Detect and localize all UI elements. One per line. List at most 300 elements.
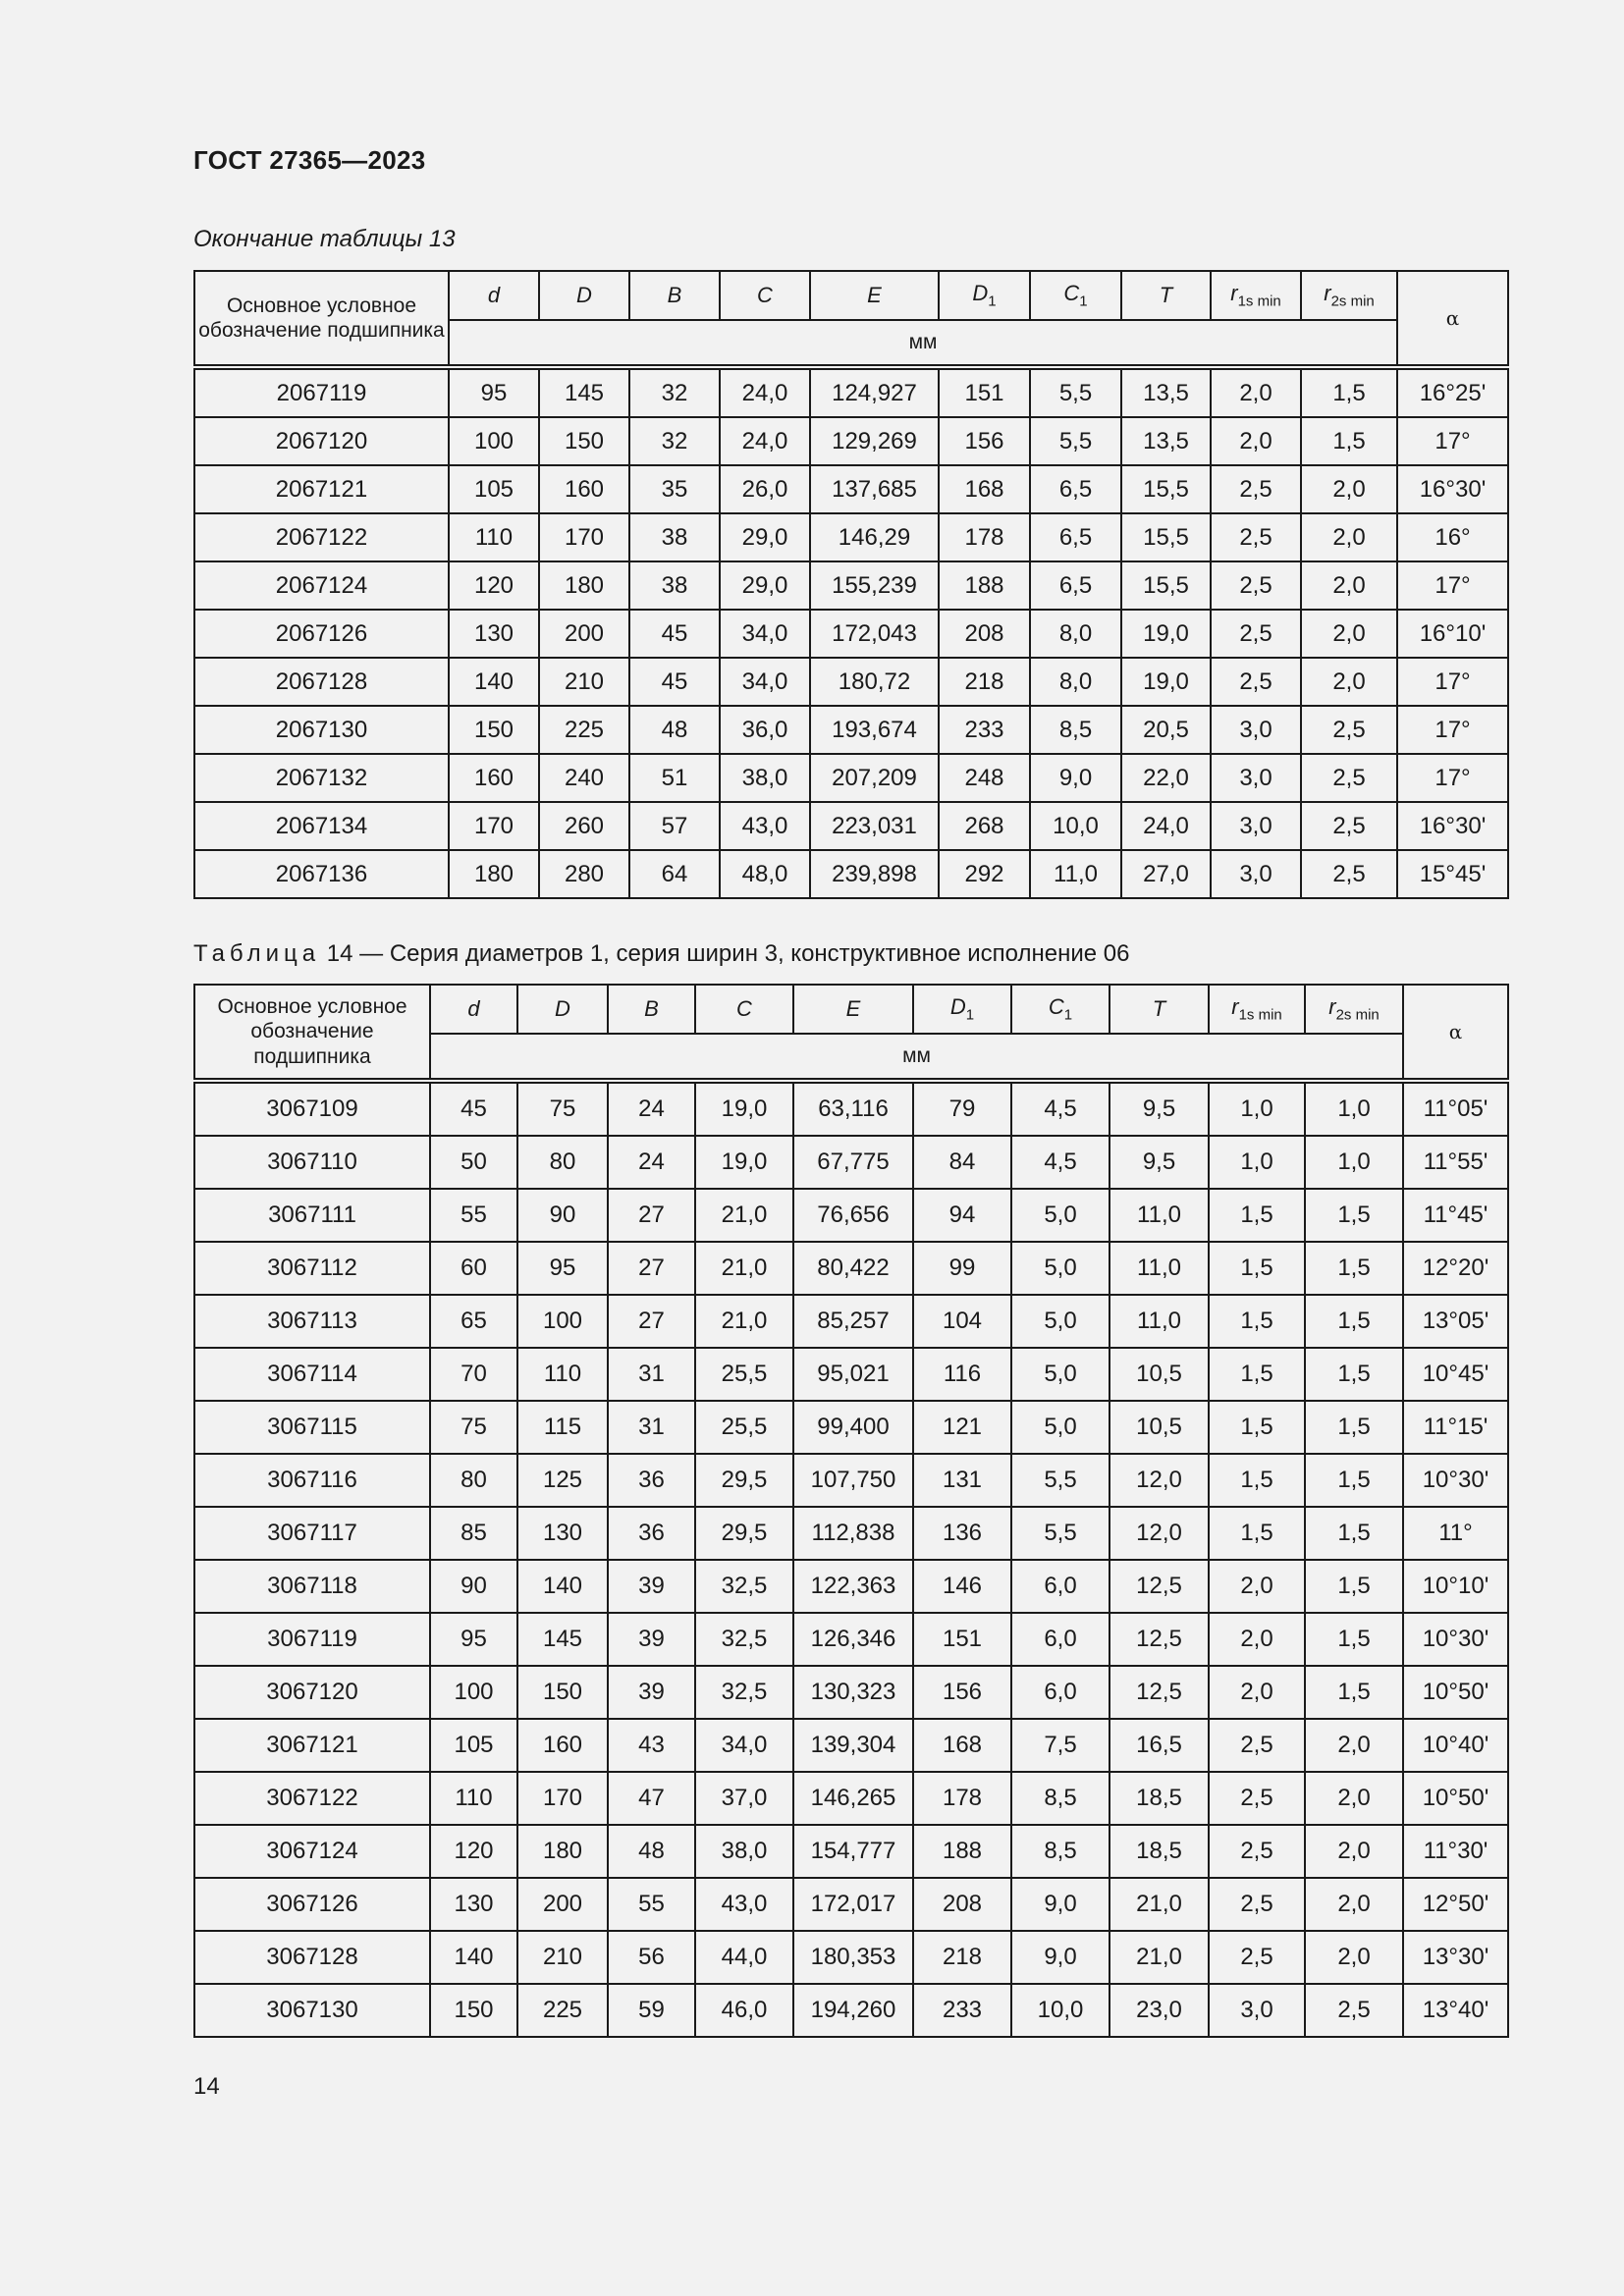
table-cell: 6,5: [1030, 561, 1121, 610]
table-cell: 8,5: [1011, 1772, 1110, 1825]
table-cell: 150: [539, 417, 629, 465]
table-cell: 10,5: [1110, 1401, 1209, 1454]
table-cell: 90: [517, 1189, 608, 1242]
table-cell: 188: [913, 1825, 1011, 1878]
table-cell: 11,0: [1110, 1242, 1209, 1295]
table-cell: 100: [449, 417, 539, 465]
table-row: [194, 1931, 1508, 1984]
table-cell: 2,0: [1305, 1878, 1403, 1931]
table-cell: 140: [449, 658, 539, 706]
table-cell: 1,5: [1209, 1348, 1305, 1401]
table-cell: 1,5: [1305, 1613, 1403, 1666]
col-r1s-header: $r_{1s min}$: [1209, 985, 1305, 1034]
table-cell: 9,0: [1030, 754, 1121, 802]
table-row: [194, 706, 1508, 754]
table-row: [194, 658, 1508, 706]
bearing-designation-cell: 2067122: [194, 513, 449, 561]
table-cell: 2,0: [1211, 367, 1301, 417]
table-cell: 210: [539, 658, 629, 706]
table-cell: 13,5: [1121, 417, 1211, 465]
page-number: 14: [193, 2073, 220, 2100]
table-cell: 26,0: [720, 465, 810, 513]
table-cell: 150: [430, 1984, 517, 2037]
table-cell: 156: [939, 417, 1030, 465]
table-cell: 170: [539, 513, 629, 561]
table-cell: 130: [449, 610, 539, 658]
table-cell: 10°30': [1403, 1613, 1508, 1666]
table-cell: 12,5: [1110, 1560, 1209, 1613]
table-cell: 43,0: [720, 802, 810, 850]
table-cell: 21,0: [695, 1189, 793, 1242]
table-cell: 46,0: [695, 1984, 793, 2037]
table-cell: 130: [430, 1878, 517, 1931]
table-cell: 11°45': [1403, 1189, 1508, 1242]
table-cell: 1,5: [1209, 1401, 1305, 1454]
table-cell: 172,043: [810, 610, 939, 658]
table-cell: 43,0: [695, 1878, 793, 1931]
table-cell: 95,021: [793, 1348, 913, 1401]
table-cell: 99,400: [793, 1401, 913, 1454]
table-cell: 180: [539, 561, 629, 610]
table-cell: 2,0: [1305, 1719, 1403, 1772]
table-cell: 180,72: [810, 658, 939, 706]
table-cell: 80,422: [793, 1242, 913, 1295]
table-cell: 11,0: [1030, 850, 1121, 898]
table-cell: 16°10': [1397, 610, 1508, 658]
table-cell: 36: [608, 1454, 695, 1507]
table-cell: 29,0: [720, 513, 810, 561]
bearing-designation-cell: 3067128: [194, 1931, 430, 1984]
col-D-header: D: [517, 985, 608, 1034]
table-cell: 137,685: [810, 465, 939, 513]
table-cell: 17°: [1397, 706, 1508, 754]
table-cell: 23,0: [1110, 1984, 1209, 2037]
table-cell: 100: [517, 1295, 608, 1348]
table-cell: 12,0: [1110, 1454, 1209, 1507]
bearing-designation-cell: 2067134: [194, 802, 449, 850]
table-cell: 17°: [1397, 658, 1508, 706]
bearing-designation-cell: 2067128: [194, 658, 449, 706]
designation-header: Основное условное обозначение подшипника: [194, 271, 449, 367]
table-cell: 124,927: [810, 367, 939, 417]
table-cell: 193,674: [810, 706, 939, 754]
bearing-designation-cell: 3067130: [194, 1984, 430, 2037]
bearing-designation-cell: 3067116: [194, 1454, 430, 1507]
bearing-designation-cell: 3067119: [194, 1613, 430, 1666]
table-cell: 208: [939, 610, 1030, 658]
bearing-designation-cell: 3067115: [194, 1401, 430, 1454]
table-cell: 56: [608, 1931, 695, 1984]
table-row: [194, 1242, 1508, 1295]
table-cell: 24,0: [720, 367, 810, 417]
table-14-caption-text: 14 — Серия диаметров 1, серия ширин 3, конструктивное исполнение 06: [326, 940, 1130, 967]
table-cell: 107,750: [793, 1454, 913, 1507]
table-cell: 2,5: [1209, 1719, 1305, 1772]
bearing-designation-cell: 2067124: [194, 561, 449, 610]
table-cell: 1,0: [1209, 1081, 1305, 1136]
table-cell: 4,5: [1011, 1136, 1110, 1189]
table-cell: 19,0: [1121, 610, 1211, 658]
table-row: [194, 1507, 1508, 1560]
table-row: [194, 850, 1508, 898]
table-cell: 105: [449, 465, 539, 513]
table-cell: 10°50': [1403, 1772, 1508, 1825]
table-cell: 11,0: [1110, 1295, 1209, 1348]
table-cell: 2,0: [1301, 610, 1397, 658]
table-cell: 16°30': [1397, 465, 1508, 513]
table-cell: 39: [608, 1613, 695, 1666]
table-cell: 80: [517, 1136, 608, 1189]
table-cell: 208: [913, 1878, 1011, 1931]
table-row: [194, 1613, 1508, 1666]
table-cell: 36,0: [720, 706, 810, 754]
units-header: мм: [430, 1034, 1403, 1081]
table-cell: 80: [430, 1454, 517, 1507]
table-cell: 67,775: [793, 1136, 913, 1189]
table-cell: 2,5: [1211, 610, 1301, 658]
table-row: [194, 1719, 1508, 1772]
table-cell: 2,0: [1211, 417, 1301, 465]
table-cell: 27: [608, 1295, 695, 1348]
table-cell: 48: [608, 1825, 695, 1878]
table-cell: 178: [939, 513, 1030, 561]
table-cell: 5,0: [1011, 1348, 1110, 1401]
table-cell: 2,5: [1301, 706, 1397, 754]
table-cell: 6,0: [1011, 1666, 1110, 1719]
table-cell: 15,5: [1121, 465, 1211, 513]
units-header: мм: [449, 320, 1397, 367]
col-E-header: E: [810, 271, 939, 320]
designation-header: Основное условное обозначение подшипника: [194, 985, 430, 1081]
table-cell: 99: [913, 1242, 1011, 1295]
table-row: [194, 1348, 1508, 1401]
table-cell: 38,0: [720, 754, 810, 802]
bearing-designation-cell: 3067110: [194, 1136, 430, 1189]
table-13: [193, 270, 1509, 899]
table-cell: 233: [939, 706, 1030, 754]
table-cell: 36: [608, 1507, 695, 1560]
table-cell: 180,353: [793, 1931, 913, 1984]
table-cell: 239,898: [810, 850, 939, 898]
table-cell: 180: [517, 1825, 608, 1878]
table-cell: 151: [939, 367, 1030, 417]
table-cell: 154,777: [793, 1825, 913, 1878]
table-cell: 145: [517, 1613, 608, 1666]
table-cell: 38,0: [695, 1825, 793, 1878]
table-cell: 150: [449, 706, 539, 754]
col-C1-header: $C_1$: [1030, 271, 1121, 320]
table-cell: 48: [629, 706, 720, 754]
table-cell: 90: [430, 1560, 517, 1613]
table-cell: 2,5: [1211, 465, 1301, 513]
table-cell: 2,5: [1301, 802, 1397, 850]
table-row: [194, 1878, 1508, 1931]
table-cell: 60: [430, 1242, 517, 1295]
table-cell: 1,5: [1209, 1454, 1305, 1507]
table-row: [194, 1560, 1508, 1613]
table-cell: 17°: [1397, 417, 1508, 465]
table-cell: 18,5: [1110, 1825, 1209, 1878]
table-cell: 110: [517, 1348, 608, 1401]
table-cell: 248: [939, 754, 1030, 802]
table-cell: 1,5: [1301, 367, 1397, 417]
table-cell: 140: [430, 1931, 517, 1984]
table-cell: 4,5: [1011, 1081, 1110, 1136]
table-cell: 2,5: [1305, 1984, 1403, 2037]
table-cell: 155,239: [810, 561, 939, 610]
table-row: [194, 1772, 1508, 1825]
table-cell: 6,5: [1030, 513, 1121, 561]
table-cell: 12°20': [1403, 1242, 1508, 1295]
col-r2s-header: $r_{2s min}$: [1305, 985, 1403, 1034]
table-cell: 2,5: [1301, 754, 1397, 802]
bearing-designation-cell: 2067130: [194, 706, 449, 754]
table-cell: 51: [629, 754, 720, 802]
bearing-designation-cell: 3067109: [194, 1081, 430, 1136]
table-cell: 1,0: [1305, 1081, 1403, 1136]
table-cell: 11°30': [1403, 1825, 1508, 1878]
table-cell: 63,116: [793, 1081, 913, 1136]
table-cell: 110: [430, 1772, 517, 1825]
table-cell: 55: [608, 1878, 695, 1931]
table-cell: 160: [449, 754, 539, 802]
table-cell: 110: [449, 513, 539, 561]
table-cell: 116: [913, 1348, 1011, 1401]
table-row: [194, 1081, 1508, 1136]
table-cell: 75: [430, 1401, 517, 1454]
table-14: [193, 984, 1509, 2038]
table-cell: 32: [629, 367, 720, 417]
table-cell: 21,0: [695, 1295, 793, 1348]
table-cell: 64: [629, 850, 720, 898]
table-cell: 172,017: [793, 1878, 913, 1931]
table-cell: 32,5: [695, 1560, 793, 1613]
table-cell: 2,5: [1211, 513, 1301, 561]
table-cell: 15°45': [1397, 850, 1508, 898]
table-cell: 25,5: [695, 1348, 793, 1401]
table-cell: 200: [539, 610, 629, 658]
table-cell: 151: [913, 1613, 1011, 1666]
table-cell: 1,0: [1305, 1136, 1403, 1189]
bearing-designation-cell: 3067121: [194, 1719, 430, 1772]
table-cell: 11°55': [1403, 1136, 1508, 1189]
table-cell: 2,0: [1209, 1560, 1305, 1613]
table-cell: 2,0: [1301, 658, 1397, 706]
table-row: [194, 1136, 1508, 1189]
table-cell: 5,0: [1011, 1189, 1110, 1242]
table-cell: 233: [913, 1984, 1011, 2037]
table-cell: 268: [939, 802, 1030, 850]
table-row: [194, 1825, 1508, 1878]
bearing-designation-cell: 3067124: [194, 1825, 430, 1878]
table-14-caption-label: Таблица: [193, 940, 321, 967]
table-cell: 5,5: [1030, 367, 1121, 417]
table-cell: 19,0: [695, 1081, 793, 1136]
table-row: [194, 1295, 1508, 1348]
table-cell: 39: [608, 1666, 695, 1719]
table-cell: 104: [913, 1295, 1011, 1348]
table-cell: 24: [608, 1081, 695, 1136]
bearing-designation-cell: 2067119: [194, 367, 449, 417]
table-cell: 100: [430, 1666, 517, 1719]
table-row: [194, 754, 1508, 802]
table-cell: 8,0: [1030, 658, 1121, 706]
table-cell: 21,0: [1110, 1931, 1209, 1984]
col-T-header: T: [1110, 985, 1209, 1034]
table-cell: 19,0: [695, 1136, 793, 1189]
table-cell: 25,5: [695, 1401, 793, 1454]
table-cell: 160: [539, 465, 629, 513]
table-cell: 17°: [1397, 561, 1508, 610]
table-cell: 57: [629, 802, 720, 850]
table-cell: 16°: [1397, 513, 1508, 561]
table-cell: 1,0: [1209, 1136, 1305, 1189]
table-cell: 200: [517, 1878, 608, 1931]
table-row: [194, 1666, 1508, 1719]
table-cell: 146,265: [793, 1772, 913, 1825]
table-cell: 22,0: [1121, 754, 1211, 802]
table-cell: 11°15': [1403, 1401, 1508, 1454]
table-cell: 12,5: [1110, 1666, 1209, 1719]
table-row: [194, 1454, 1508, 1507]
bearing-designation-cell: 2067126: [194, 610, 449, 658]
table-cell: 37,0: [695, 1772, 793, 1825]
table-cell: 139,304: [793, 1719, 913, 1772]
table-cell: 1,5: [1305, 1401, 1403, 1454]
table-cell: 1,5: [1305, 1560, 1403, 1613]
table-cell: 2,0: [1305, 1931, 1403, 1984]
col-C-header: C: [720, 271, 810, 320]
bearing-designation-cell: 2067120: [194, 417, 449, 465]
bearing-designation-cell: 3067114: [194, 1348, 430, 1401]
table-cell: 170: [449, 802, 539, 850]
table-row: [194, 802, 1508, 850]
table-cell: 95: [430, 1613, 517, 1666]
table-cell: 5,5: [1011, 1507, 1110, 1560]
table-cell: 2,0: [1209, 1613, 1305, 1666]
table-cell: 2,5: [1209, 1825, 1305, 1878]
table-cell: 112,838: [793, 1507, 913, 1560]
table-cell: 280: [539, 850, 629, 898]
table-cell: 136: [913, 1507, 1011, 1560]
col-B-header: B: [608, 985, 695, 1034]
table-cell: 10°10': [1403, 1560, 1508, 1613]
table-cell: 35: [629, 465, 720, 513]
table-cell: 260: [539, 802, 629, 850]
table-cell: 45: [629, 610, 720, 658]
table-cell: 6,5: [1030, 465, 1121, 513]
table-cell: 1,5: [1209, 1189, 1305, 1242]
table-cell: 10°40': [1403, 1719, 1508, 1772]
col-E-header: E: [793, 985, 913, 1034]
table-cell: 2,5: [1301, 850, 1397, 898]
table-cell: 85: [430, 1507, 517, 1560]
table-cell: 94: [913, 1189, 1011, 1242]
table-cell: 218: [913, 1931, 1011, 1984]
table-cell: 2,5: [1209, 1931, 1305, 1984]
table-cell: 24,0: [720, 417, 810, 465]
table-cell: 85,257: [793, 1295, 913, 1348]
table-cell: 12,0: [1110, 1507, 1209, 1560]
table-cell: 17°: [1397, 754, 1508, 802]
table-14-caption: [193, 940, 1129, 968]
table-cell: 70: [430, 1348, 517, 1401]
document-header: ГОСТ 27365—2023: [193, 145, 426, 175]
table-cell: 120: [449, 561, 539, 610]
col-D1-header: $D_1$: [939, 271, 1030, 320]
table-cell: 6,0: [1011, 1613, 1110, 1666]
table-cell: 9,0: [1011, 1878, 1110, 1931]
table-cell: 18,5: [1110, 1772, 1209, 1825]
table-cell: 55: [430, 1189, 517, 1242]
table-cell: 1,5: [1305, 1348, 1403, 1401]
table-cell: 20,5: [1121, 706, 1211, 754]
table-cell: 15,5: [1121, 513, 1211, 561]
table-cell: 29,5: [695, 1507, 793, 1560]
table-cell: 146: [913, 1560, 1011, 1613]
table-cell: 34,0: [720, 658, 810, 706]
table-row: [194, 1401, 1508, 1454]
table-cell: 168: [939, 465, 1030, 513]
table-cell: 32,5: [695, 1666, 793, 1719]
table-cell: 9,5: [1110, 1081, 1209, 1136]
table-cell: 16°30': [1397, 802, 1508, 850]
table-cell: 8,5: [1030, 706, 1121, 754]
table-cell: 21,0: [695, 1242, 793, 1295]
table-cell: 223,031: [810, 802, 939, 850]
table-cell: 38: [629, 561, 720, 610]
table-row: [194, 1189, 1508, 1242]
table-cell: 3,0: [1209, 1984, 1305, 2037]
table-cell: 1,5: [1305, 1189, 1403, 1242]
table-cell: 11°: [1403, 1507, 1508, 1560]
table-cell: 38: [629, 513, 720, 561]
table-cell: 59: [608, 1984, 695, 2037]
table-cell: 5,0: [1011, 1242, 1110, 1295]
table-cell: 3,0: [1211, 706, 1301, 754]
table-cell: 2,5: [1211, 658, 1301, 706]
table-13-caption: Окончание таблицы 13: [193, 226, 456, 252]
table-cell: 2,0: [1301, 513, 1397, 561]
table-cell: 1,5: [1301, 417, 1397, 465]
table-cell: 6,0: [1011, 1560, 1110, 1613]
bearing-designation-cell: 3067126: [194, 1878, 430, 1931]
table-cell: 12°50': [1403, 1878, 1508, 1931]
table-cell: 50: [430, 1136, 517, 1189]
table-cell: 10°45': [1403, 1348, 1508, 1401]
col-alpha-header: α: [1397, 271, 1508, 367]
table-cell: 3,0: [1211, 754, 1301, 802]
table-row: [194, 610, 1508, 658]
table-cell: 29,5: [695, 1454, 793, 1507]
table-cell: 16°25': [1397, 367, 1508, 417]
col-r2s-header: $r_{2s min}$: [1301, 271, 1397, 320]
table-cell: 43: [608, 1719, 695, 1772]
table-cell: 95: [449, 367, 539, 417]
table-cell: 130,323: [793, 1666, 913, 1719]
table-cell: 225: [539, 706, 629, 754]
table-cell: 32,5: [695, 1613, 793, 1666]
table-cell: 188: [939, 561, 1030, 610]
col-r1s-header: $r_{1s min}$: [1211, 271, 1301, 320]
col-B-header: B: [629, 271, 720, 320]
col-T-header: T: [1121, 271, 1211, 320]
col-D-header: D: [539, 271, 629, 320]
table-cell: 24,0: [1121, 802, 1211, 850]
table-cell: 2,5: [1211, 561, 1301, 610]
table-cell: 11°05': [1403, 1081, 1508, 1136]
table-cell: 5,5: [1011, 1454, 1110, 1507]
